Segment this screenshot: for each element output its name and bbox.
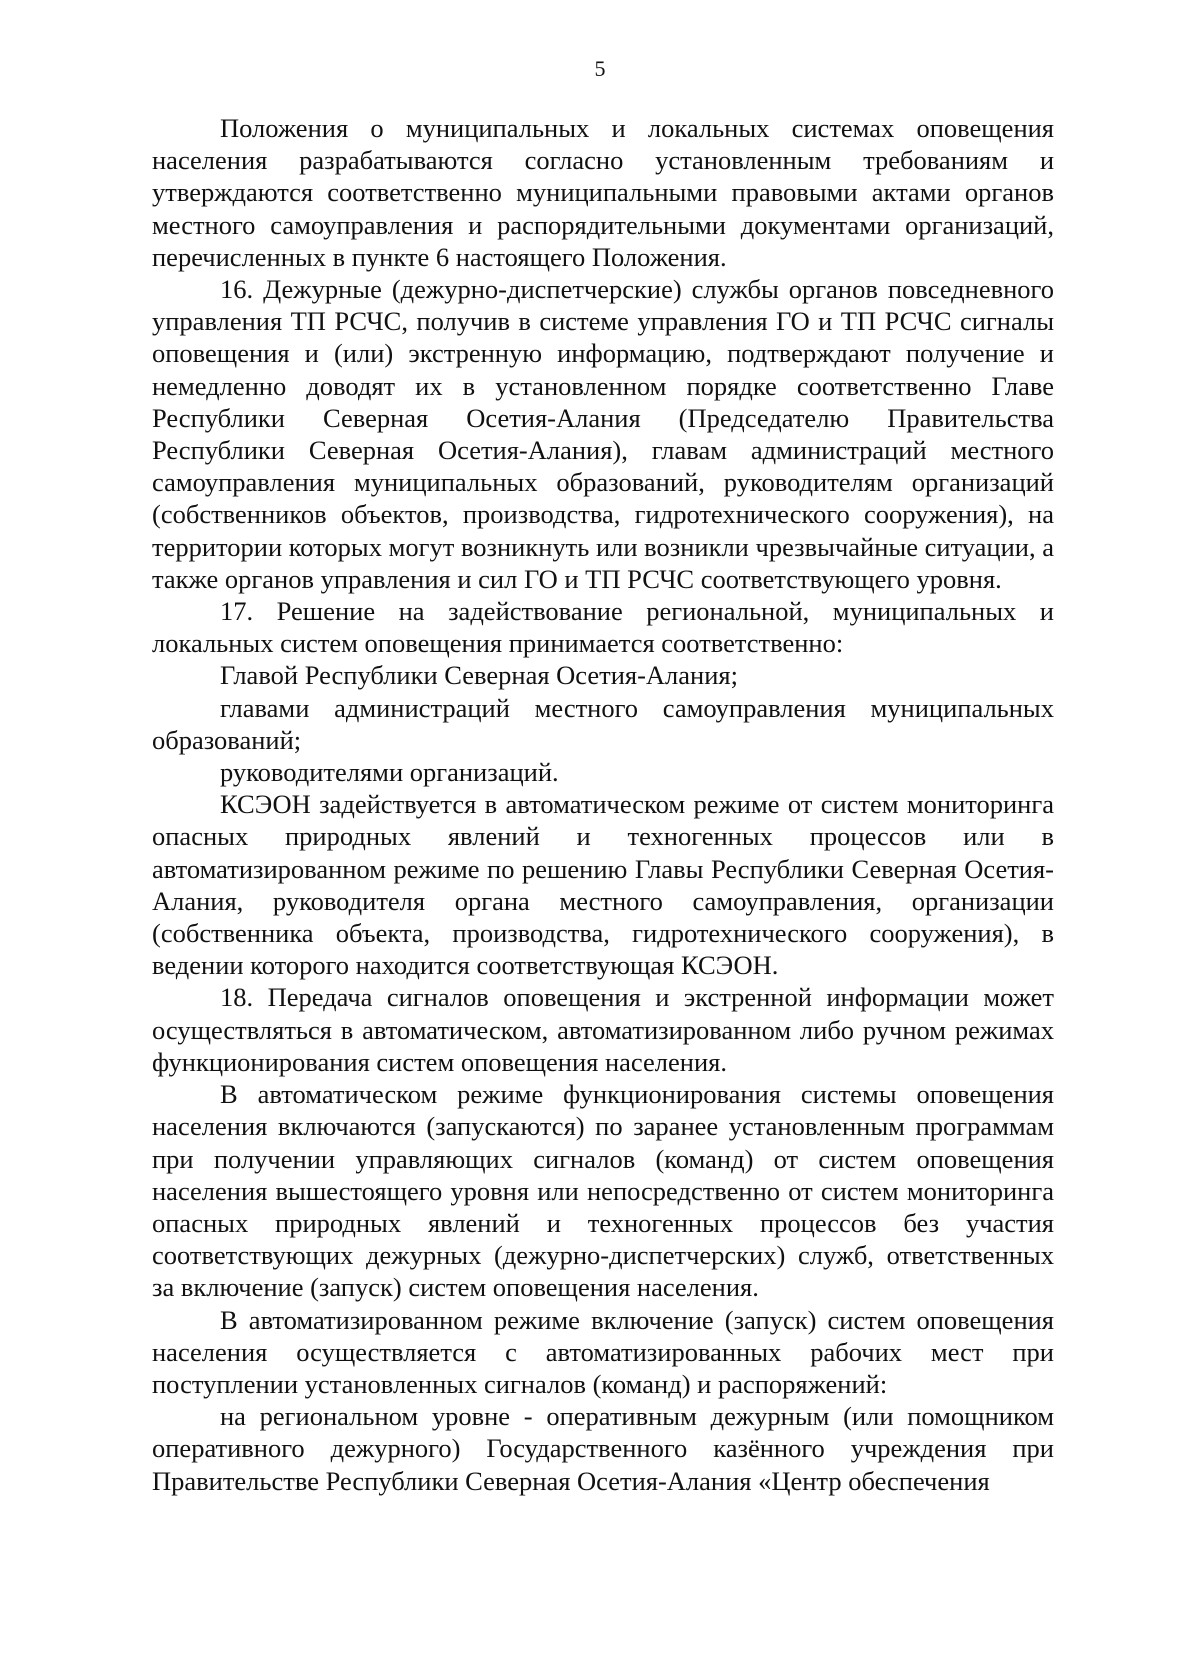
list-item: Главой Республики Северная Осетия-Алания; (220, 660, 738, 691)
paragraph-item-18: 18. Передача сигналов оповещения и экстренной информации может осуществляться в автоматическом, автоматизированном либо ручном режимах функционирования систем оповещения населения. (152, 982, 1054, 1077)
paragraph: на региональном уровне - оперативным дежурным (или помощником оперативного дежурного) Государственного казённого учреждения при Правительстве Республики Северная Осетия-Алания «Центр обеспечения (152, 1401, 1054, 1496)
paragraph: КСЭОН задействуется в автоматическом режиме от систем мониторинга опасных природных явлений и техногенных процессов или в автоматизированном режиме по решению Главы Республики Северная Осетия-Алания, руководителя органа местного самоуправления, организации (собственника объекта, производства, гидротехнического сооружения), в ведении которого находится соответствующая КСЭОН. (152, 789, 1054, 981)
paragraph: В автоматизированном режиме включение (запуск) систем оповещения населения осуществляется с автоматизированных рабочих мест при поступлении установленных сигналов (команд) и распоряжений: (152, 1304, 1054, 1399)
document-body (152, 112, 1054, 1497)
list-item: руководителями организаций. (220, 757, 559, 788)
page-number: 5 (594, 56, 606, 81)
paragraph-item-17: 17. Решение на задействование региональной, муниципальных и локальных систем оповещения принимается соответственно: (152, 596, 1054, 659)
list-item: главами администраций местного самоуправления муниципальных образований; (152, 692, 1054, 755)
paragraph-item-16: 16. Дежурные (дежурно-диспетчерские) службы органов повседневного управления ТП РСЧС, получив в системе управления ГО и ТП РСЧС сигналы оповещения и (или) экстренную информацию, подтверждают получение и немедленно доводят их в установленном порядке соответственно Главе Республики Северная Осетия-Алания (Председателю Правительства Республики Северная Осетия-Алания), главам администраций местного самоуправления муниципальных образований, руководителям организаций (собственников объектов, производства, гидротехнического сооружения), на территории которых могут возникнуть или возникли чрезвычайные ситуации, а также органов управления и сил ГО и ТП РСЧС соответствующего уровня. (152, 274, 1054, 594)
paragraph: Положения о муниципальных и локальных системах оповещения населения разрабатываются согласно установленным требованиям и утверждаются соответственно муниципальными правовыми актами органов местного самоуправления и распорядительными документами организаций, перечисленных в пункте 6 настоящего Положения. (152, 113, 1054, 272)
paragraph: В автоматическом режиме функционирования системы оповещения населения включаются (запускаются) по заранее установленным программам при получении управляющих сигналов (команд) от систем оповещения населения вышестоящего уровня или непосредственно от систем мониторинга опасных природных явлений и техногенных процессов без участия соответствующих дежурных (дежурно-диспетчерских) служб, ответственных за включение (запуск) систем оповещения населения. (152, 1079, 1054, 1303)
